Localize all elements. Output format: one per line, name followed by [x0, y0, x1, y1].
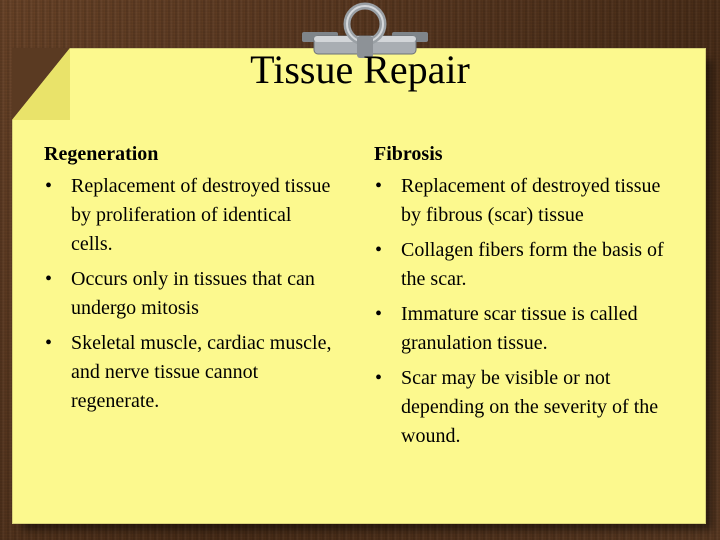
list-item: • Replacement of destroyed tissue by fibrous (scar) tissue — [374, 172, 664, 230]
regeneration-heading: Regeneration — [44, 143, 159, 165]
bullet-icon: • — [45, 175, 53, 197]
bullet-icon: • — [375, 367, 383, 389]
regeneration-column — [44, 140, 334, 422]
list-item: • Scar may be visible or not depending on the severity of the wound. — [374, 364, 664, 451]
list-item: • Skeletal muscle, cardiac muscle, and nerve tissue cannot regenerate. — [44, 329, 334, 416]
bullet-icon: • — [375, 239, 383, 261]
list-item: • Replacement of destroyed tissue by proliferation of identical cells. — [44, 172, 334, 259]
bullet-icon: • — [45, 268, 53, 290]
list-item: • Collagen fibers form the basis of the scar. — [374, 236, 664, 294]
bullet-icon: • — [45, 332, 53, 354]
regeneration-list — [44, 172, 334, 416]
bullet-icon: • — [375, 175, 383, 197]
fibrosis-list — [374, 172, 664, 451]
slide-title: Tissue Repair — [250, 47, 470, 92]
fibrosis-heading: Fibrosis — [374, 143, 443, 165]
bullet-icon: • — [375, 303, 383, 325]
list-item: • Occurs only in tissues that can undergo mitosis — [44, 265, 334, 323]
fibrosis-column — [374, 140, 664, 457]
list-item: • Immature scar tissue is called granulation tissue. — [374, 300, 664, 358]
